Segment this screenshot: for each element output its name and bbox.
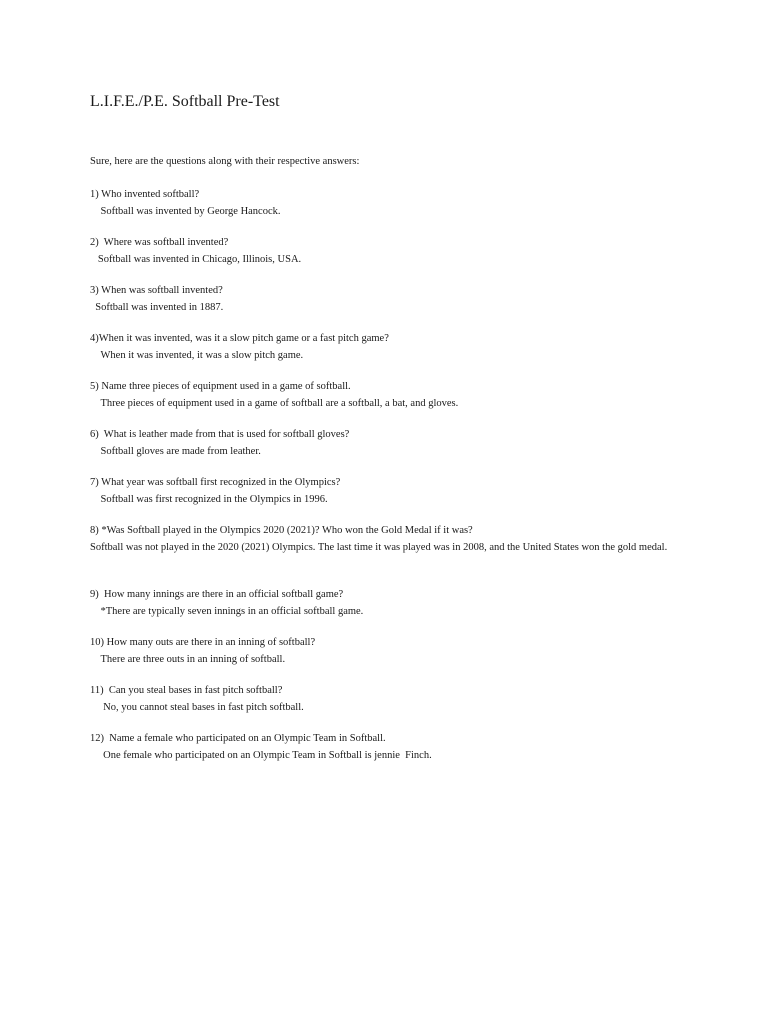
qa-item-8 [90,523,680,556]
question-text: 7) What year was softball first recognized in the Olympics? [90,477,341,488]
answer-text: Softball was invented by George Hancock. [90,205,281,217]
answer-text: Three pieces of equipment used in a game of softball are a softball, a bat, and gloves. [90,397,459,409]
answer-text: There are three outs in an inning of softball. [90,653,286,665]
question-text: 4)When it was invented, was it a slow pitch game or a fast pitch game? [90,333,389,344]
answer-text: Softball was not played in the 2020 (2021) Olympics. The last time it was played was in 2008, and the United States won the gold medal. [90,541,668,553]
question-text: 6) What is leather made from that is used for softball gloves? [90,429,350,440]
question-text: 12) Name a female who participated on an Olympic Team in Softball. [90,733,386,744]
page-title: L.I.F.E./P.E. Softball Pre-Test [90,93,280,110]
answer-text: Softball was invented in 1887. [90,301,224,313]
qa-item-3 [90,283,680,316]
question-text: 9) How many innings are there in an official softball game? [90,589,344,600]
answer-text: Softball was first recognized in the Olympics in 1996. [90,493,328,505]
answer-text: *There are typically seven innings in an official softball game. [90,605,364,617]
qa-item-4 [90,331,680,364]
qa-item-11 [90,683,680,716]
qa-item-9 [90,587,680,620]
question-text: 2) Where was softball invented? [90,237,229,248]
qa-item-10 [90,635,680,668]
question-text: 3) When was softball invented? [90,285,223,296]
qa-item-5 [90,379,680,412]
question-text: 1) Who invented softball? [90,189,200,200]
intro-text: Sure, here are the questions along with their respective answers: [90,156,360,167]
question-text: 5) Name three pieces of equipment used in a game of softball. [90,381,351,392]
question-text: 8) *Was Softball played in the Olympics 2020 (2021)? Who won the Gold Medal if it was? [90,525,473,536]
question-text: 10) How many outs are there in an inning of softball? [90,637,316,648]
qa-item-12 [90,731,680,764]
answer-text: Softball gloves are made from leather. [90,445,261,457]
qa-item-1 [90,187,680,220]
answer-text: One female who participated on an Olympic Team in Softball is jennie Finch. [90,749,432,761]
question-text: 11) Can you steal bases in fast pitch softball? [90,685,283,696]
answer-text: Softball was invented in Chicago, Illinois, USA. [90,253,302,265]
qa-item-7 [90,475,680,508]
qa-item-2 [90,235,680,268]
qa-item-6 [90,427,680,460]
answer-text: When it was invented, it was a slow pitch game. [90,349,304,361]
answer-text: No, you cannot steal bases in fast pitch softball. [90,701,304,713]
